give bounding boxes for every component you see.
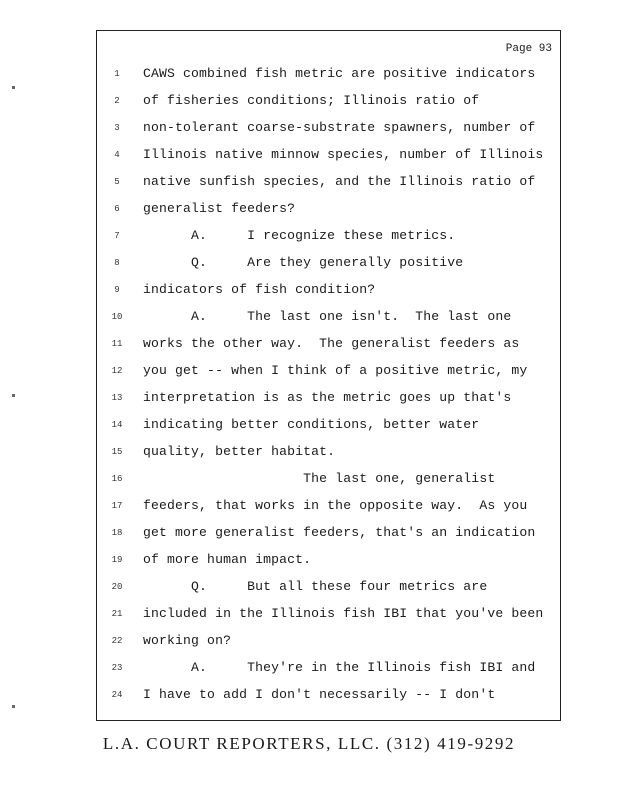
transcript-line: feeders, that works in the opposite way. As you (143, 498, 528, 513)
transcript-line: of more human impact. (143, 552, 312, 567)
transcript-line: of fisheries conditions; Illinois ratio of (143, 93, 480, 108)
line-number: 16 (111, 474, 123, 484)
line-number: 1 (114, 69, 120, 79)
binder-hole-mark (12, 86, 15, 89)
transcript-line: A. They're in the Illinois fish IBI and (143, 660, 536, 675)
line-number: 5 (114, 177, 120, 187)
transcript-line: Q. But all these four metrics are (143, 579, 488, 594)
line-number: 6 (114, 204, 120, 214)
transcript-line: Q. Are they generally positive (143, 255, 464, 270)
transcript-line: A. The last one isn't. The last one (143, 309, 512, 324)
line-number: 4 (114, 150, 120, 160)
line-number: 15 (111, 447, 123, 457)
line-number: 23 (111, 663, 123, 673)
binder-hole-mark (12, 705, 15, 708)
line-number: 22 (111, 636, 123, 646)
line-number: 9 (114, 285, 120, 295)
transcript-line: generalist feeders? (143, 201, 296, 216)
line-number: 20 (111, 582, 123, 592)
line-number: 18 (111, 528, 123, 538)
transcript-line: get more generalist feeders, that's an indication (143, 525, 536, 540)
transcript-line: I have to add I don't necessarily -- I don't (143, 687, 496, 702)
line-number: 2 (114, 96, 120, 106)
line-number: 19 (111, 555, 123, 565)
line-number: 21 (111, 609, 123, 619)
page-number: Page 93 (505, 43, 552, 55)
line-number: 3 (114, 123, 120, 133)
line-number: 10 (111, 312, 123, 322)
transcript-line: A. I recognize these metrics. (143, 228, 456, 243)
transcript-line: you get -- when I think of a positive metric, my (143, 363, 528, 378)
transcript-line: works the other way. The generalist feeders as (143, 336, 520, 351)
line-number: 13 (111, 393, 123, 403)
line-number: 14 (111, 420, 123, 430)
binder-hole-mark (12, 394, 15, 397)
line-number: 24 (111, 690, 123, 700)
transcript-line: Illinois native minnow species, number of Illinois (143, 147, 544, 162)
line-number: 17 (111, 501, 123, 511)
transcript-line: The last one, generalist (143, 471, 496, 486)
transcript-line: non-tolerant coarse-substrate spawners, number of (143, 120, 536, 135)
transcript-line: indicating better conditions, better water (143, 417, 480, 432)
line-number: 11 (111, 339, 123, 349)
transcript-line: CAWS combined fish metric are positive indicators (143, 66, 536, 81)
line-number: 12 (111, 366, 123, 376)
transcript-page (96, 30, 561, 721)
line-number: 7 (114, 231, 120, 241)
line-number: 8 (114, 258, 120, 268)
transcript-line: working on? (143, 633, 232, 648)
transcript-line: quality, better habitat. (143, 444, 336, 459)
transcript-line: interpretation is as the metric goes up that's (143, 390, 512, 405)
court-reporter-footer: L.A. COURT REPORTERS, LLC. (312) 419-9292 (102, 734, 516, 753)
transcript-line: included in the Illinois fish IBI that you've been (143, 606, 544, 621)
transcript-line: native sunfish species, and the Illinois ratio of (143, 174, 536, 189)
transcript-line: indicators of fish condition? (143, 282, 376, 297)
